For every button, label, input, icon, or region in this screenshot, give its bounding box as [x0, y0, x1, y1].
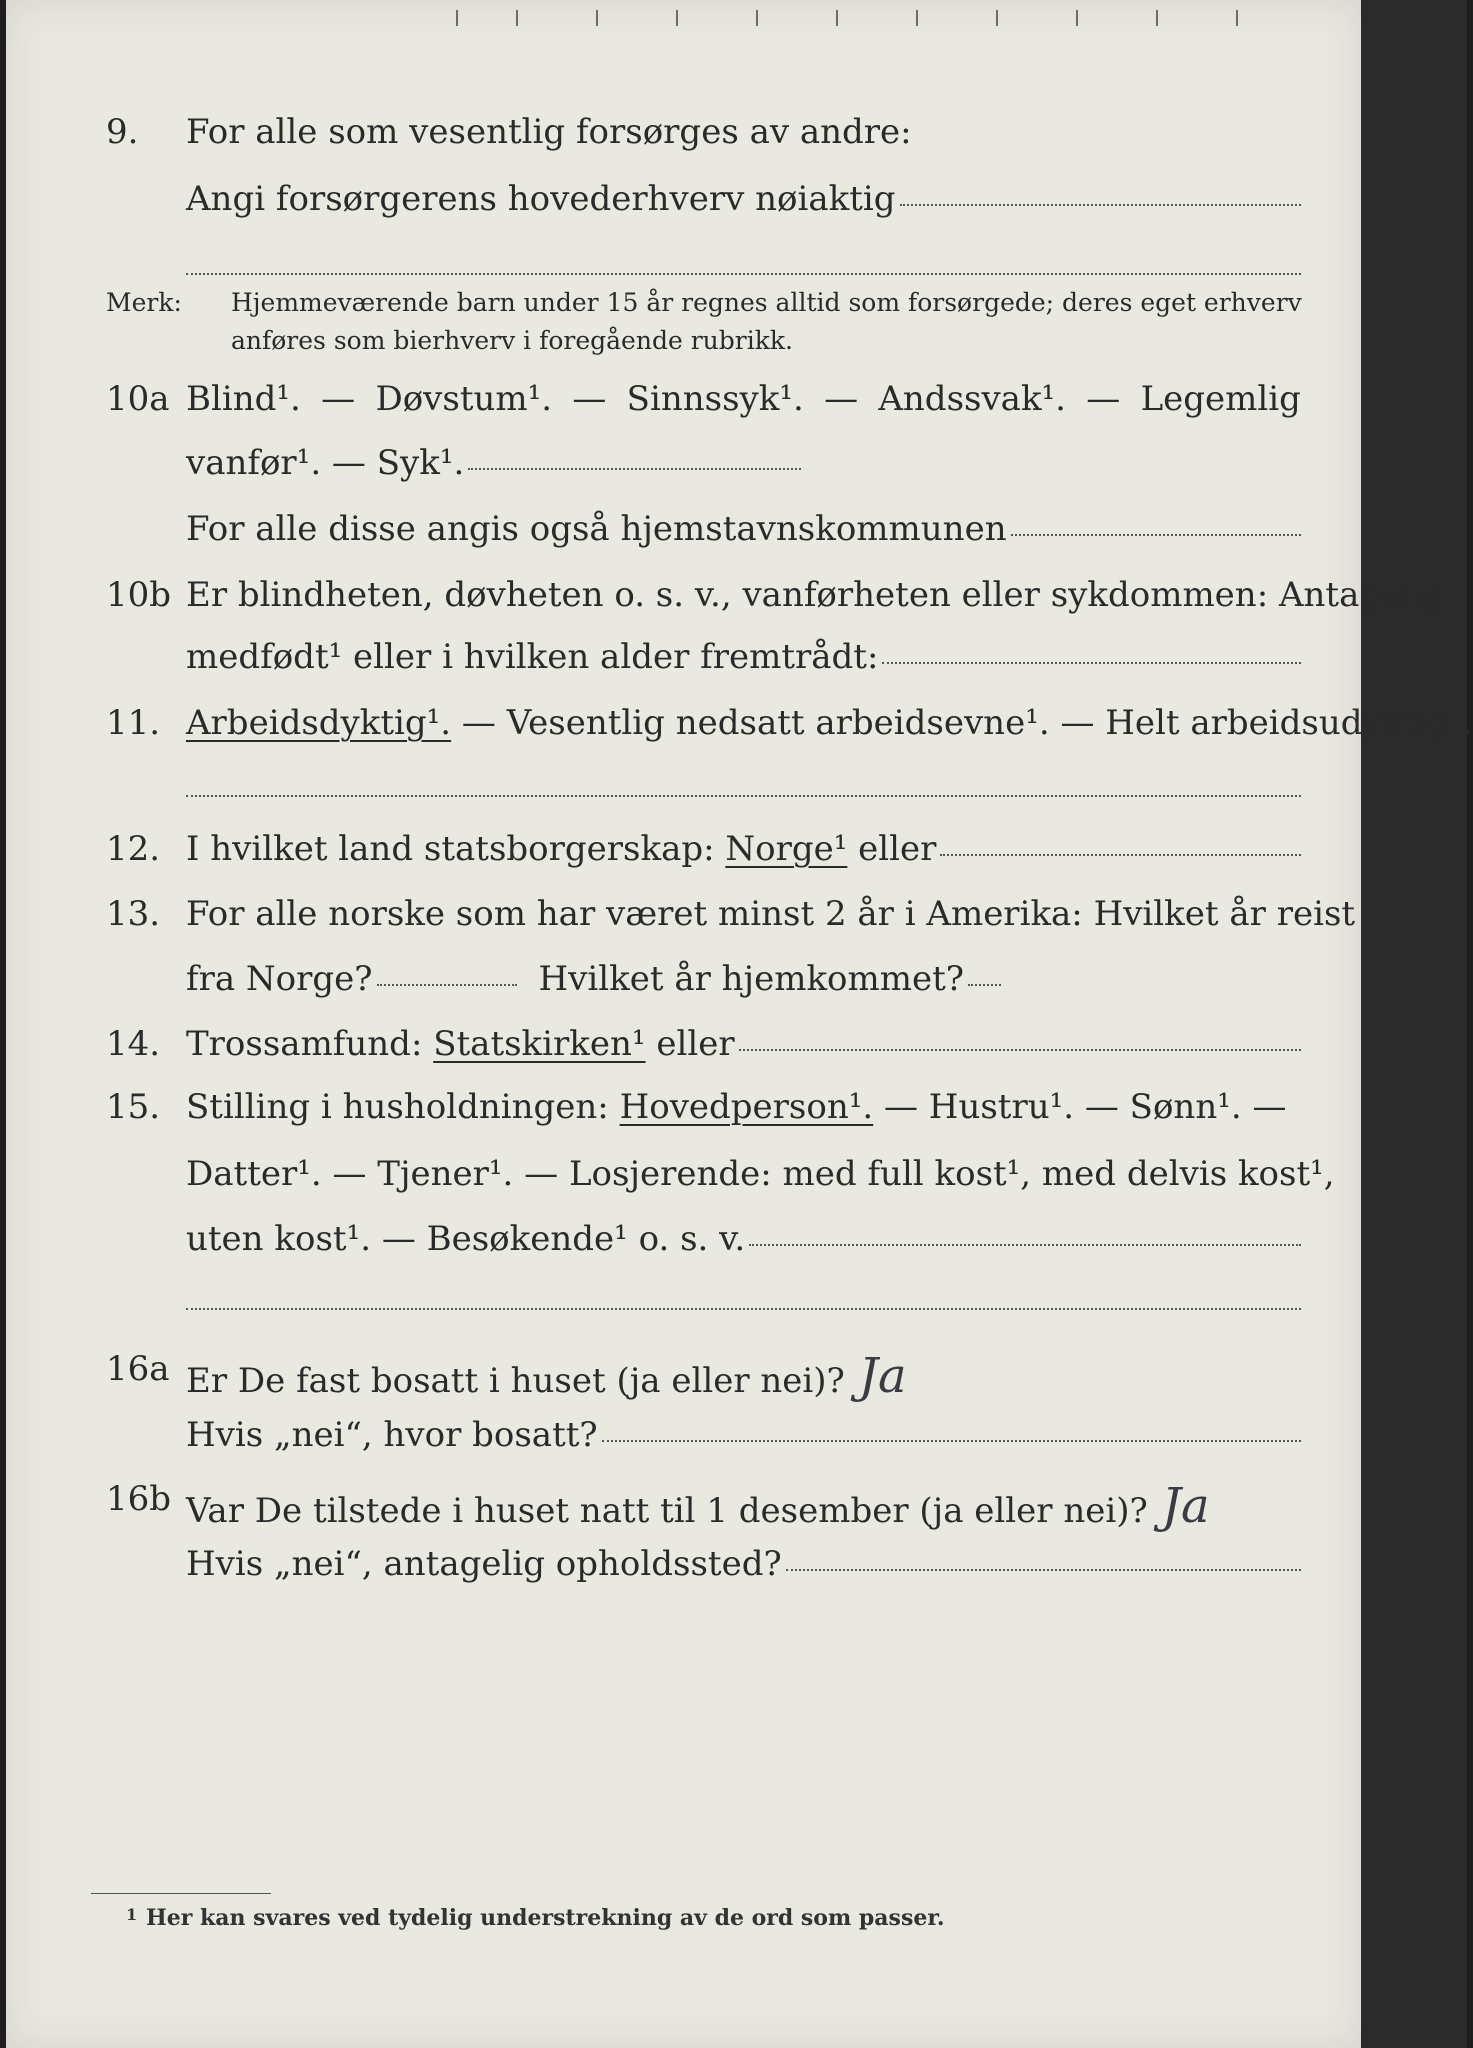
q10a-number: 10a	[106, 379, 170, 419]
q10a-dash3: —	[824, 379, 859, 419]
q11-number: 11.	[106, 703, 161, 743]
census-form-page	[6, 0, 1473, 2048]
q10a-opt-dovstum[interactable]: Døvstum¹.	[375, 379, 553, 419]
q14-number: 14.	[106, 1024, 161, 1064]
q10a-dash4: —	[1086, 379, 1121, 419]
q10b-text: Er blindheten, døvheten o. s. v., vanførheten eller sykdommen: Antagelig	[186, 575, 1445, 615]
q12-post-text: eller	[847, 829, 937, 869]
q10a-hjemstavn-field[interactable]	[1011, 534, 1301, 536]
q15-pre-text: Stilling i husholdningen:	[186, 1087, 620, 1127]
q11-text	[186, 703, 1473, 743]
q12-label	[186, 829, 937, 869]
q16b-number: 16b	[106, 1479, 172, 1519]
q12-number: 12.	[106, 829, 161, 869]
q9-provider-field[interactable]	[900, 204, 1301, 206]
merk-text2: anføres som bierhverv i foregående rubrikk.	[231, 326, 793, 355]
q12-country-field[interactable]	[940, 854, 1301, 856]
q13-hjemkommet-field[interactable]	[968, 984, 1001, 986]
merk-text1: Hjemmeværende barn under 15 år regnes alltid som forsørgede; deres eget erhverv	[231, 288, 1302, 317]
q16b-opholdssted-label: Hvis „nei“, antagelig opholdssted?	[186, 1544, 782, 1584]
q10b-alder-field[interactable]	[882, 662, 1301, 664]
q9-extra-rule[interactable]	[186, 273, 1301, 275]
q12-pre-text: I hvilket land statsborgerskap:	[186, 829, 726, 869]
q16b-text	[186, 1478, 1210, 1534]
q13-text: For alle norske som har været minst 2 år i Amerika: Hvilket år reist	[186, 894, 1356, 934]
q14-pre-text: Trossamfund:	[186, 1024, 434, 1064]
q10a-hjemstavn-label: For alle disse angis også hjemstavnskommunen	[186, 509, 1007, 549]
q16a-bosatt-field[interactable]	[602, 1440, 1301, 1442]
q16b-opholdssted-field[interactable]	[786, 1569, 1301, 1571]
q16b-question: Var De tilstede i huset natt til 1 desember (ja eller nei)?	[186, 1491, 1148, 1531]
footnote-mark: 1	[126, 1905, 138, 1924]
q16a-question: Er De fast bosatt i huset (ja eller nei)?	[186, 1361, 845, 1401]
q13-reist-label: fra Norge?	[186, 959, 373, 999]
scan-edge-right	[1467, 0, 1473, 2048]
q10a-opt-andssvak[interactable]: Andssvak¹.	[878, 379, 1066, 419]
footnote	[126, 1905, 945, 1931]
footnote-text: Her kan svares ved tydelig understrekning av de ord som passer.	[146, 1905, 945, 1931]
merk-label: Merk:	[106, 288, 182, 317]
q14-statskirken-option[interactable]: Statskirken¹	[433, 1024, 646, 1064]
q16b-handwritten-answer[interactable]: Ja	[1161, 1478, 1210, 1534]
q10b-alder-label: medfødt¹ eller i hvilken alder fremtrådt:	[186, 637, 879, 677]
q12-norge-option[interactable]: Norge¹	[725, 829, 848, 869]
q10a-opt-legemlig[interactable]: Legemlig	[1140, 379, 1301, 419]
q15-text1	[186, 1087, 1287, 1127]
q14-label	[186, 1024, 735, 1064]
q16a-number: 16a	[106, 1349, 170, 1389]
q14-post-text: eller	[645, 1024, 735, 1064]
q14-trossamfund-field[interactable]	[739, 1049, 1301, 1051]
q16a-text	[186, 1348, 907, 1404]
q16a-handwritten-answer[interactable]: Ja	[858, 1348, 907, 1404]
q13-number: 13.	[106, 894, 161, 934]
q15-besokende-label[interactable]: uten kost¹. — Besøkende¹ o. s. v.	[186, 1219, 746, 1259]
q11-extra-rule[interactable]	[186, 795, 1301, 797]
q10a-vanfor-label[interactable]: vanfør¹. — Syk¹.	[186, 443, 465, 483]
q10a-dash1: —	[321, 379, 356, 419]
top-edge-marks	[456, 10, 1306, 26]
q15-extra-rule[interactable]	[186, 1308, 1301, 1310]
q10b-number: 10b	[106, 575, 172, 615]
q11-arbeidsdyktig-option[interactable]: Arbeidsdyktig¹.	[186, 703, 452, 743]
q15-number: 15.	[106, 1087, 161, 1127]
q13-hjemkommet-label: Hvilket år hjemkommet?	[538, 959, 965, 999]
q11-other-options[interactable]: — Vesentlig nedsatt arbeidsevne¹. — Helt arbeidsudyktig¹.	[451, 703, 1473, 743]
footnote-rule	[91, 1893, 271, 1894]
q15-stilling-field[interactable]	[749, 1244, 1301, 1246]
q15-post-text[interactable]: — Hustru¹. — Sønn¹. —	[873, 1087, 1287, 1127]
q10a-opt-blind[interactable]: Blind¹.	[186, 379, 301, 419]
q9-text: For alle som vesentlig forsørges av andre:	[186, 112, 912, 152]
q13-reist-field[interactable]	[377, 984, 517, 986]
q15-hovedperson-option[interactable]: Hovedperson¹.	[619, 1087, 874, 1127]
q16a-bosatt-label: Hvis „nei“, hvor bosatt?	[186, 1415, 598, 1455]
q15-text2[interactable]: Datter¹. — Tjener¹. — Losjerende: med full kost¹, med delvis kost¹,	[186, 1154, 1335, 1194]
q9-number: 9.	[106, 112, 139, 152]
q10a-options	[186, 379, 1301, 419]
q10a-opt-sinnssyk[interactable]: Sinnssyk¹.	[626, 379, 804, 419]
q10a-syk-field[interactable]	[468, 468, 801, 470]
q9-provider-label: Angi forsørgerens hovederhverv nøiaktig	[186, 179, 896, 219]
q10a-dash2: —	[572, 379, 607, 419]
